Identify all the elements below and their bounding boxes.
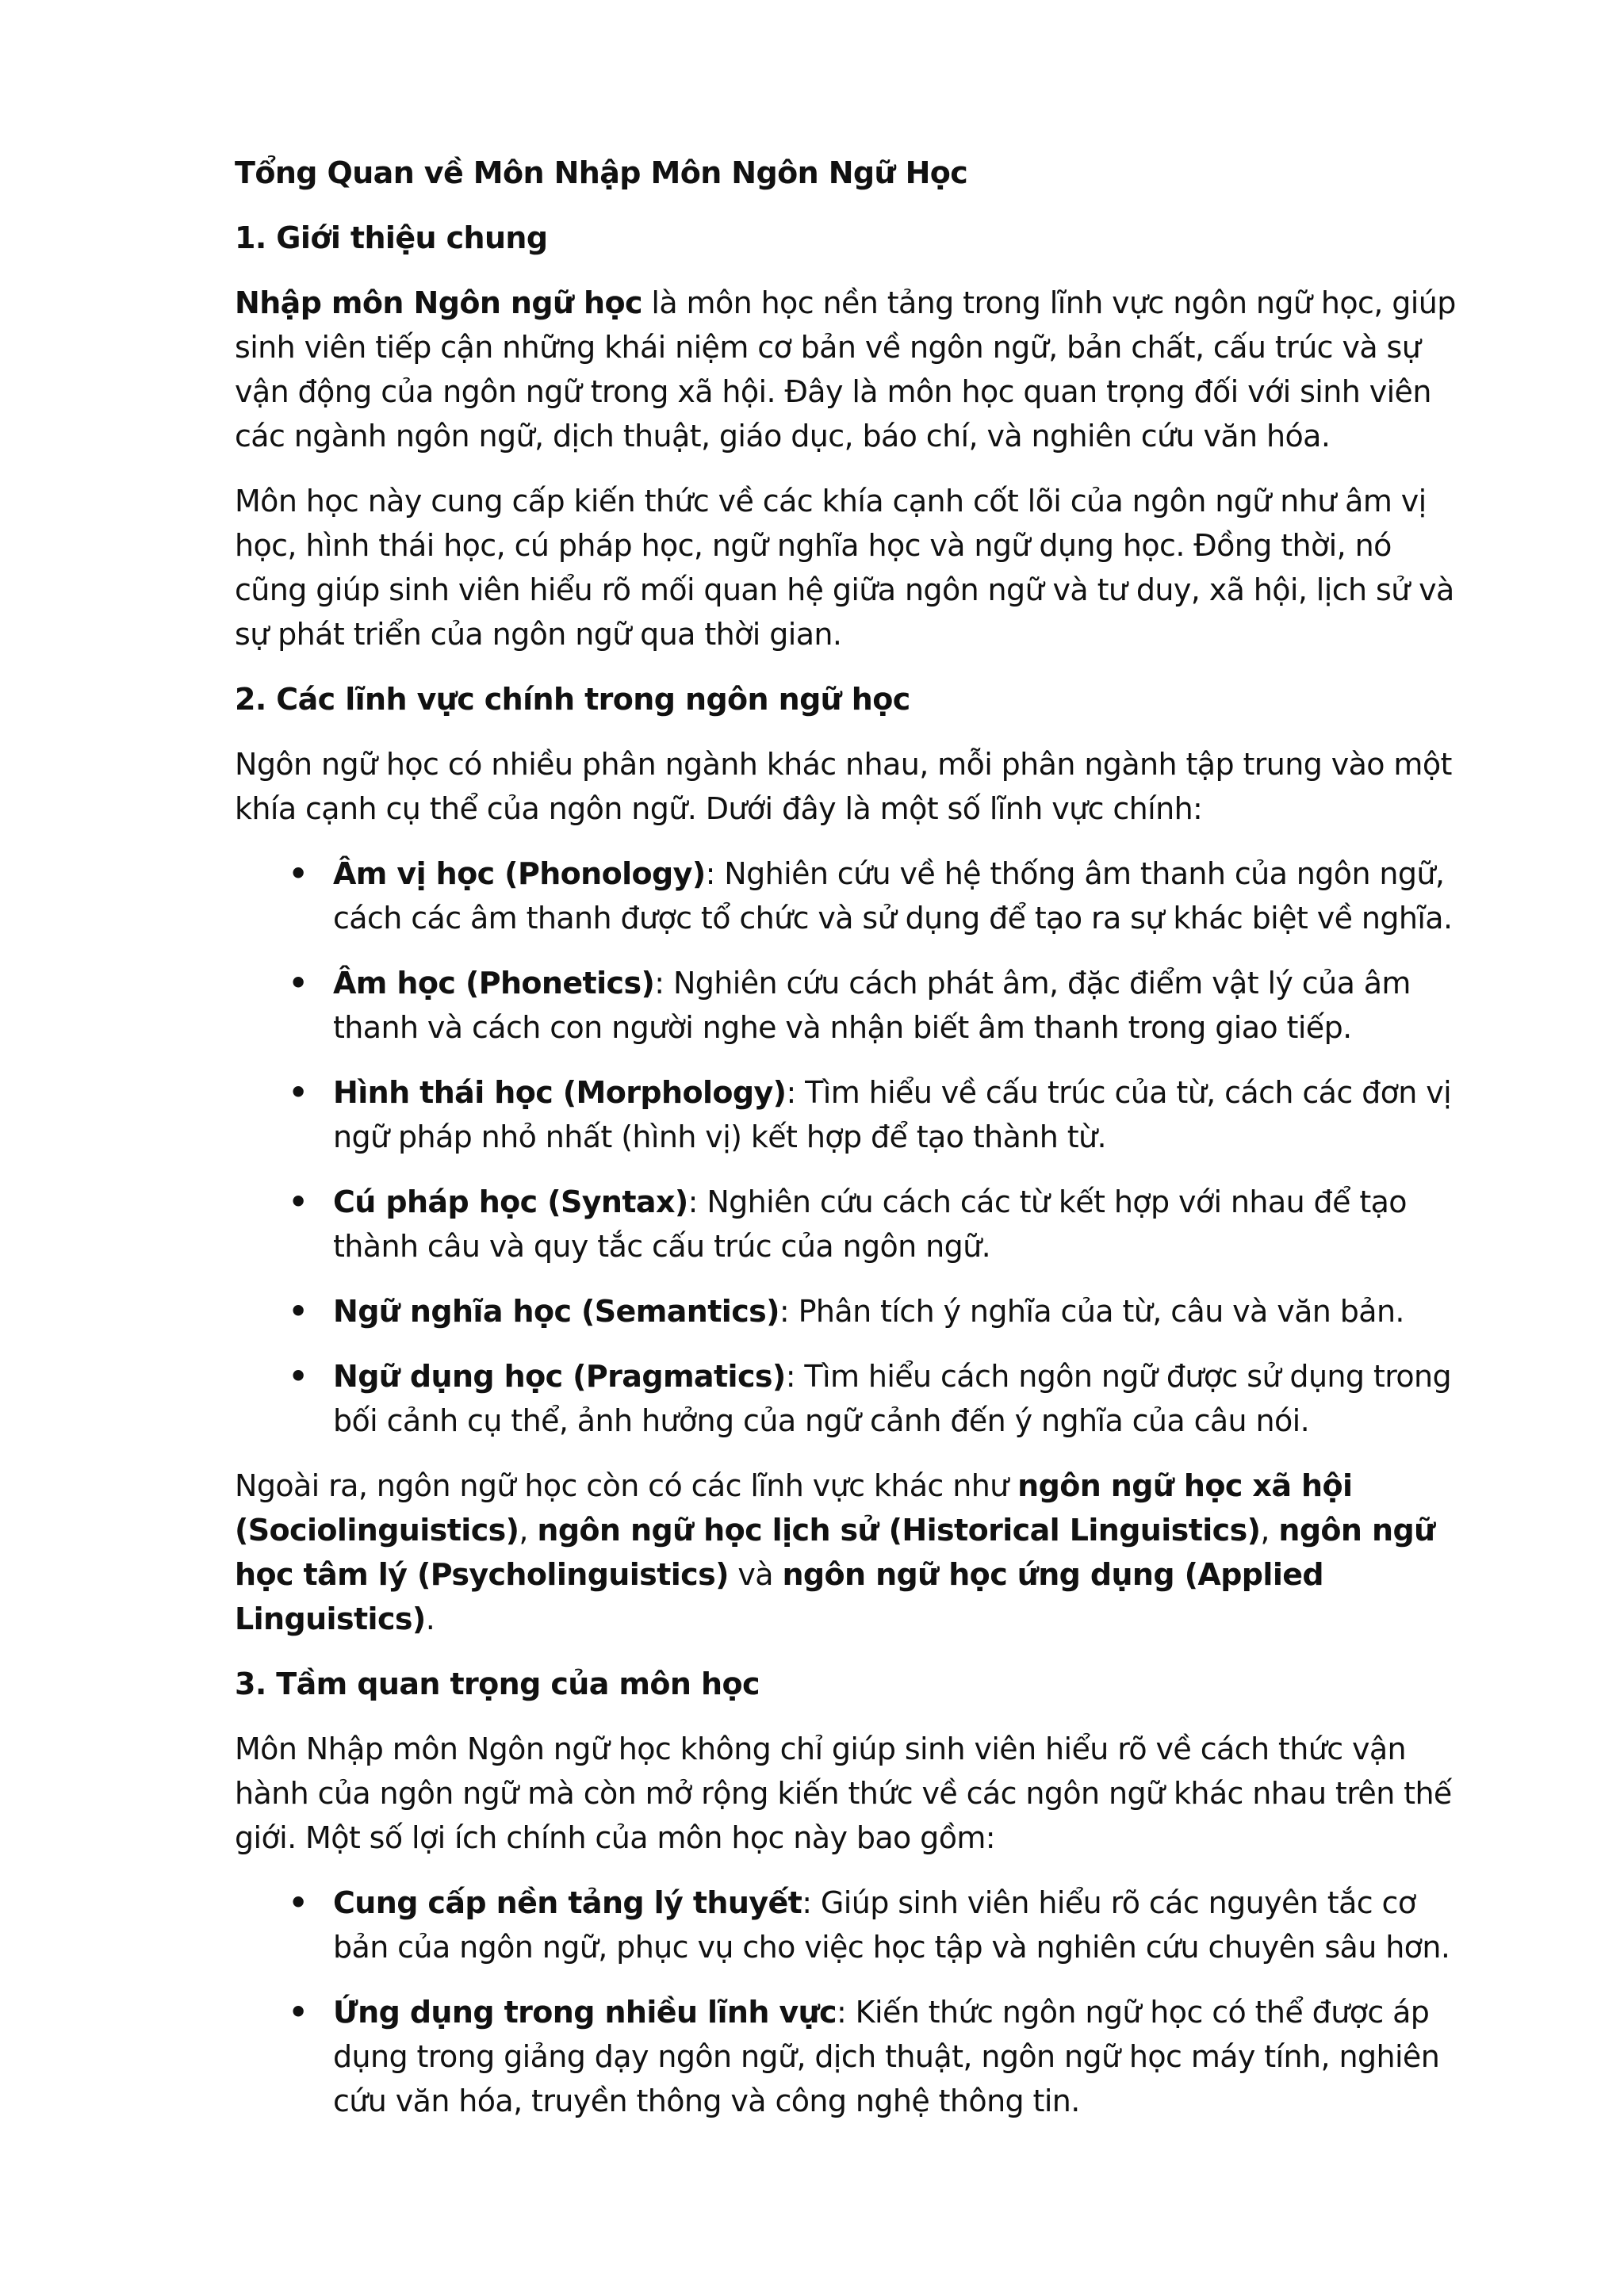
bullet-icon: • [289, 1075, 308, 1110]
bullet-icon: • [289, 1995, 308, 2030]
outro-bold: ngôn ngữ học lịch sử (Historical Linguistics) [537, 1513, 1261, 1548]
list-item [235, 1180, 1472, 1269]
list-item-desc: : Nghiên cứu cách phát âm, đặc điểm vật lý của âm thanh và cách con người nghe và nhận biết âm thanh trong giao tiếp. [333, 966, 1411, 1045]
list-item-term: Cú pháp học (Syntax) [333, 1184, 688, 1219]
bullet-icon: • [289, 1359, 308, 1394]
list-item-desc: : Tìm hiểu về cấu trúc của từ, cách các đơn vị ngữ pháp nhỏ nhất (hình vị) kết hợp để tạo thành từ. [333, 1075, 1452, 1154]
section1-paragraph-1 [235, 281, 1472, 458]
list-item [235, 1990, 1472, 2123]
outro-bold: ngôn ngữ học xã hội (Sociolinguistics) [235, 1468, 1353, 1548]
list-item-desc: : Nghiên cứu về hệ thống âm thanh của ngôn ngữ, cách các âm thanh được tổ chức và sử dụng để tạo ra sự khác biệt về nghĩa. [333, 856, 1453, 936]
outro-bold: ngôn ngữ học tâm lý (Psycholinguistics) [235, 1513, 1435, 1592]
list-item-term: Ứng dụng trong nhiều lĩnh vực [333, 1995, 837, 2030]
list-item-term: Âm học (Phonetics) [333, 966, 655, 1001]
list-item-desc: : Giúp sinh viên hiểu rõ các nguyên tắc cơ bản của ngôn ngữ, phục vụ cho việc học tập và nghiên cứu chuyên sâu hơn. [333, 1885, 1450, 1965]
linguistics-fields-list [235, 851, 1472, 1443]
list-item-term: Âm vị học (Phonology) [333, 856, 706, 891]
outro-text: và [728, 1557, 783, 1592]
list-item [235, 1070, 1472, 1159]
bullet-icon: • [289, 966, 308, 1001]
list-item-term: Hình thái học (Morphology) [333, 1075, 787, 1110]
bullet-icon: • [289, 1294, 308, 1329]
list-item-desc: : Nghiên cứu cách các từ kết hợp với nhau để tạo thành câu và quy tắc cấu trúc của ngôn ngữ. [333, 1184, 1407, 1264]
outro-text: . [425, 1601, 435, 1636]
outro-text: , [519, 1513, 538, 1548]
section-heading-2: 2. Các lĩnh vực chính trong ngôn ngữ học [235, 682, 910, 717]
section2-outro [235, 1464, 1472, 1641]
bullet-icon: • [289, 1885, 308, 1920]
list-item [235, 961, 1472, 1050]
list-item [235, 1354, 1472, 1443]
bullet-icon: • [289, 1184, 308, 1219]
bullet-icon: • [289, 856, 308, 891]
benefits-list [235, 1881, 1472, 2123]
section-heading-3: 3. Tầm quan trọng của môn học [235, 1667, 760, 1701]
outro-text: Ngoài ra, ngôn ngữ học còn có các lĩnh vực khác như [235, 1468, 1018, 1503]
list-item-term: Ngữ nghĩa học (Semantics) [333, 1294, 779, 1329]
document-page [235, 151, 1472, 2144]
section-heading-1: 1. Giới thiệu chung [235, 220, 548, 255]
section2-intro: Ngôn ngữ học có nhiều phân ngành khác nhau, mỗi phân ngành tập trung vào một khía cạnh cụ thể của ngôn ngữ. Dưới đây là một số lĩnh vực chính: [235, 747, 1452, 826]
outro-bold: ngôn ngữ học ứng dụng (Applied Linguistics) [235, 1557, 1324, 1636]
document-title: Tổng Quan về Môn Nhập Môn Ngôn Ngữ Học [235, 155, 968, 190]
section1-paragraph-1-bold: Nhập môn Ngôn ngữ học [235, 285, 642, 320]
list-item-desc: : Tìm hiểu cách ngôn ngữ được sử dụng trong bối cảnh cụ thể, ảnh hưởng của ngữ cảnh đến ý nghĩa của câu nói. [333, 1359, 1452, 1438]
list-item [235, 851, 1472, 940]
list-item-term: Ngữ dụng học (Pragmatics) [333, 1359, 786, 1394]
outro-text: , [1260, 1513, 1279, 1548]
section3-intro: Môn Nhập môn Ngôn ngữ học không chỉ giúp sinh viên hiểu rõ về cách thức vận hành của ngôn ngữ mà còn mở rộng kiến thức về các ngôn ngữ khác nhau trên thế giới. Một số lợi ích chính của môn học này bao gồm: [235, 1732, 1452, 1855]
section1-paragraph-1-text: là môn học nền tảng trong lĩnh vực ngôn ngữ học, giúp sinh viên tiếp cận những khái niệm cơ bản về ngôn ngữ, bản chất, cấu trúc và sự vận động của ngôn ngữ trong xã hội. Đây là môn học quan trọng đối với sinh viên các ngành ngôn ngữ, dịch thuật, giáo dục, báo chí, và nghiên cứu văn hóa. [235, 285, 1456, 453]
list-item [235, 1289, 1472, 1334]
list-item-term: Cung cấp nền tảng lý thuyết [333, 1885, 802, 1920]
list-item [235, 1881, 1472, 1969]
list-item-desc: : Phân tích ý nghĩa của từ, câu và văn bản. [779, 1294, 1404, 1329]
section1-paragraph-2: Môn học này cung cấp kiến thức về các khía cạnh cốt lõi của ngôn ngữ như âm vị học, hình thái học, cú pháp học, ngữ nghĩa học và ngữ dụng học. Đồng thời, nó cũng giúp sinh viên hiểu rõ mối quan hệ giữa ngôn ngữ và tư duy, xã hội, lịch sử và sự phát triển của ngôn ngữ qua thời gian. [235, 484, 1454, 652]
list-item-desc: : Kiến thức ngôn ngữ học có thể được áp dụng trong giảng dạy ngôn ngữ, dịch thuật, ngôn ngữ học máy tính, nghiên cứu văn hóa, truyền thông và công nghệ thông tin. [333, 1995, 1440, 2118]
